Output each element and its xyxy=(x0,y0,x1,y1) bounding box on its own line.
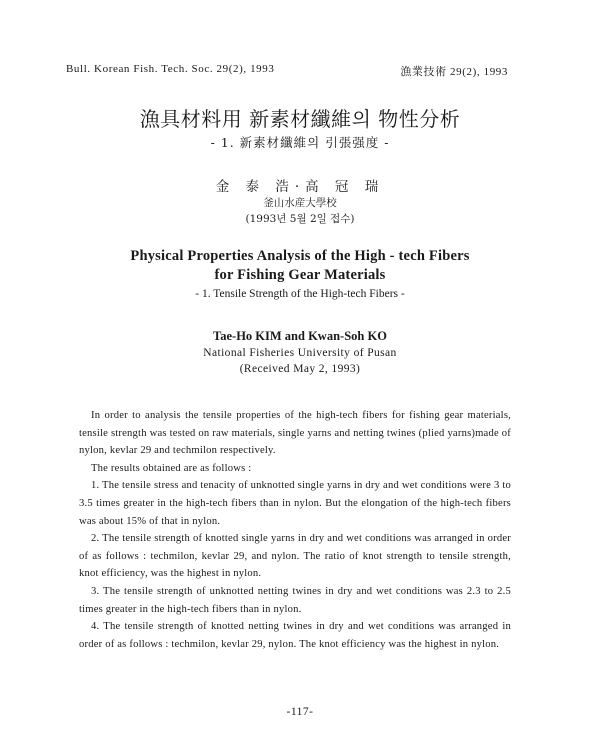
paper-title-korean: 漁具材料用 新素材纖維의 物性分析 xyxy=(139,107,461,131)
received-date-korean: (1993년 5월 2일 접수) xyxy=(245,213,355,225)
abstract-result-3: 3. The tensile strength of unknotted netting twines in dry and wet conditions was 2.3 to 2.5 times greater in the high-tech fibers than in nylon. xyxy=(79,585,511,615)
received-date-english: (Received May 2, 1993) xyxy=(239,363,361,375)
journal-citation-en: Bull. Korean Fish. Tech. Soc. 29(2), 1993 xyxy=(66,63,275,75)
abstract xyxy=(79,407,511,653)
authors-english: Tae-Ho KIM and Kwan-Soh KO xyxy=(213,329,387,343)
abstract-result-1: 1. The tensile stress and tenacity of unknotted single yarns in dry and wet conditions were 3 to 3.5 times greater in the high-tech fibers than in nylon. But the elongation of the high-tech fibers was about 15% of that in nylon. xyxy=(79,480,511,527)
paper-title-english-line1: Physical Properties Analysis of the High - tech Fibers xyxy=(130,248,470,264)
paper-title-english-line2: for Fishing Gear Materials xyxy=(214,267,386,283)
affiliation-korean: 釜山水産大學校 xyxy=(263,197,337,209)
abstract-result-2: 2. The tensile strength of knotted single yarns in dry and wet conditions was arranged in order of as follows : techmilon, kevlar 29, and nylon. The ratio of knot strength to tensile strength, knot efficiency, was the highest in nylon. xyxy=(79,533,511,580)
abstract-result-4: 4. The tensile strength of knotted netting twines in dry and wet conditions was arranged in order of as follows : techmilon, kevlar 29, nylon. The knot efficiency was the highest in nylon. xyxy=(79,621,511,650)
abstract-results-heading: The results obtained are as follows : xyxy=(91,462,252,474)
page-number: -117- xyxy=(286,706,314,718)
affiliation-english: National Fisheries University of Pusan xyxy=(203,347,397,359)
journal-citation-ko: 漁業技術 29(2), 1993 xyxy=(400,66,508,78)
paper-subtitle-korean: - 1. 新素材纖維의 引張强度 - xyxy=(210,135,390,150)
abstract-intro: In order to analysis the tensile properties of the high-tech fibers for fishing gear materials, tensile strength was tested on raw materials, single yarns and netting twines (plied yarns)made of nylon, kevlar 29 and techmilon respectively. xyxy=(79,410,511,457)
authors-korean: 金 泰 浩·高 冠 瑞 xyxy=(215,179,385,195)
paper-subtitle-english: - 1. Tensile Strength of the High-tech Fibers - xyxy=(195,288,405,300)
